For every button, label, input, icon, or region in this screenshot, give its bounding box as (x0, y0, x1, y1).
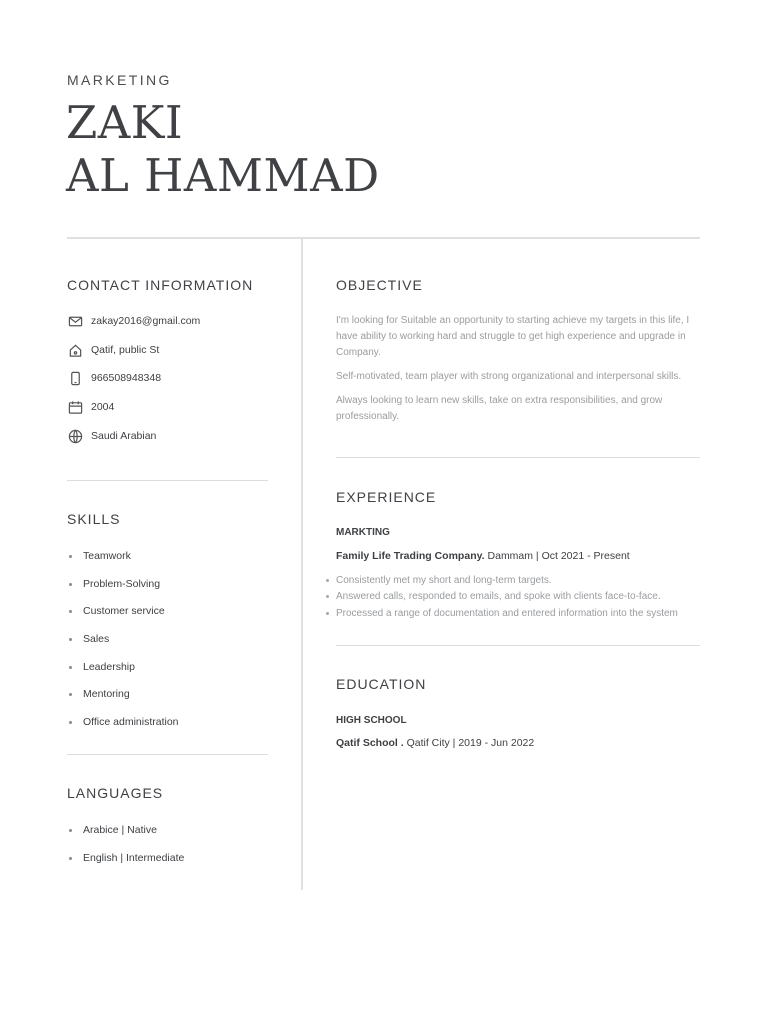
experience-bullet: Answered calls, responded to emails, and spoke with clients face-to-face. (326, 589, 661, 603)
objective-paragraph: Always looking to learn new skills, take on extra responsibilities, and grow professionally. (336, 395, 663, 422)
education-school-line (336, 737, 534, 749)
education-section-title: EDUCATION (336, 676, 427, 692)
experience-company-line (336, 550, 630, 562)
mail-icon (67, 313, 83, 329)
education-details: Qatif City | 2019 - Jun 2022 (406, 737, 535, 749)
language-item: English | Intermediate (69, 851, 184, 865)
contact-birth-year-text: 2004 (91, 401, 115, 413)
contact-address (67, 341, 159, 359)
contact-email-text: zakay2016@gmail.com (91, 315, 201, 327)
contact-divider (67, 480, 268, 481)
skill-item: Sales (69, 632, 109, 646)
education-school: Qatif School . (336, 737, 404, 749)
experience-section-title: EXPERIENCE (336, 489, 437, 505)
name-first-line: ZAKI (66, 96, 184, 149)
skill-item: Customer service (69, 604, 165, 618)
education-level: HIGH SCHOOL (336, 715, 407, 726)
contact-phone-text: 966508948348 (91, 372, 162, 384)
full-name (66, 96, 380, 202)
skill-item: Teamwork (69, 549, 131, 563)
language-item: Arabice | Native (69, 823, 157, 837)
skill-item: Problem-Solving (69, 577, 160, 591)
contact-email (67, 312, 200, 330)
objective-section-title: OBJECTIVE (336, 277, 423, 293)
calendar-icon (67, 399, 83, 415)
home-icon (67, 342, 83, 358)
job-role: MARKETING (67, 72, 172, 88)
experience-divider (336, 645, 700, 646)
experience-details: Dammam | Oct 2021 - Present (487, 550, 630, 562)
skill-item: Mentoring (69, 687, 130, 701)
experience-position: MARKTING (336, 527, 390, 538)
objective-divider (336, 457, 700, 458)
contact-phone (67, 369, 161, 387)
skills-section-title: SKILLS (67, 511, 121, 527)
objective-paragraph: Self-motivated, team player with strong organizational and interpersonal skills. (336, 371, 682, 382)
contact-birth-year (67, 398, 114, 416)
contact-nationality (67, 427, 156, 445)
experience-bullet: Processed a range of documentation and entered information into the system (326, 606, 678, 620)
skills-divider (67, 754, 268, 755)
column-divider (301, 237, 303, 890)
contact-address-text: Qatif, public St (91, 344, 160, 356)
skill-item: Office administration (69, 715, 179, 729)
phone-icon (67, 370, 83, 386)
experience-bullet: Consistently met my short and long-term targets. (326, 573, 552, 587)
header-divider (67, 237, 700, 239)
languages-section-title: LANGUAGES (67, 785, 164, 801)
name-second-line: AL HAMMAD (66, 149, 380, 202)
globe-icon (67, 428, 83, 444)
skill-item: Leadership (69, 660, 135, 674)
contact-nationality-text: Saudi Arabian (91, 430, 157, 442)
contact-section-title: CONTACT INFORMATION (67, 277, 254, 293)
objective-paragraph: I'm looking for Suitable an opportunity to starting achieve my targets in this life, I have ability to working hard and struggle to get high experience and upgrade in Company. (336, 315, 690, 358)
experience-company: Family Life Trading Company. (336, 550, 485, 562)
